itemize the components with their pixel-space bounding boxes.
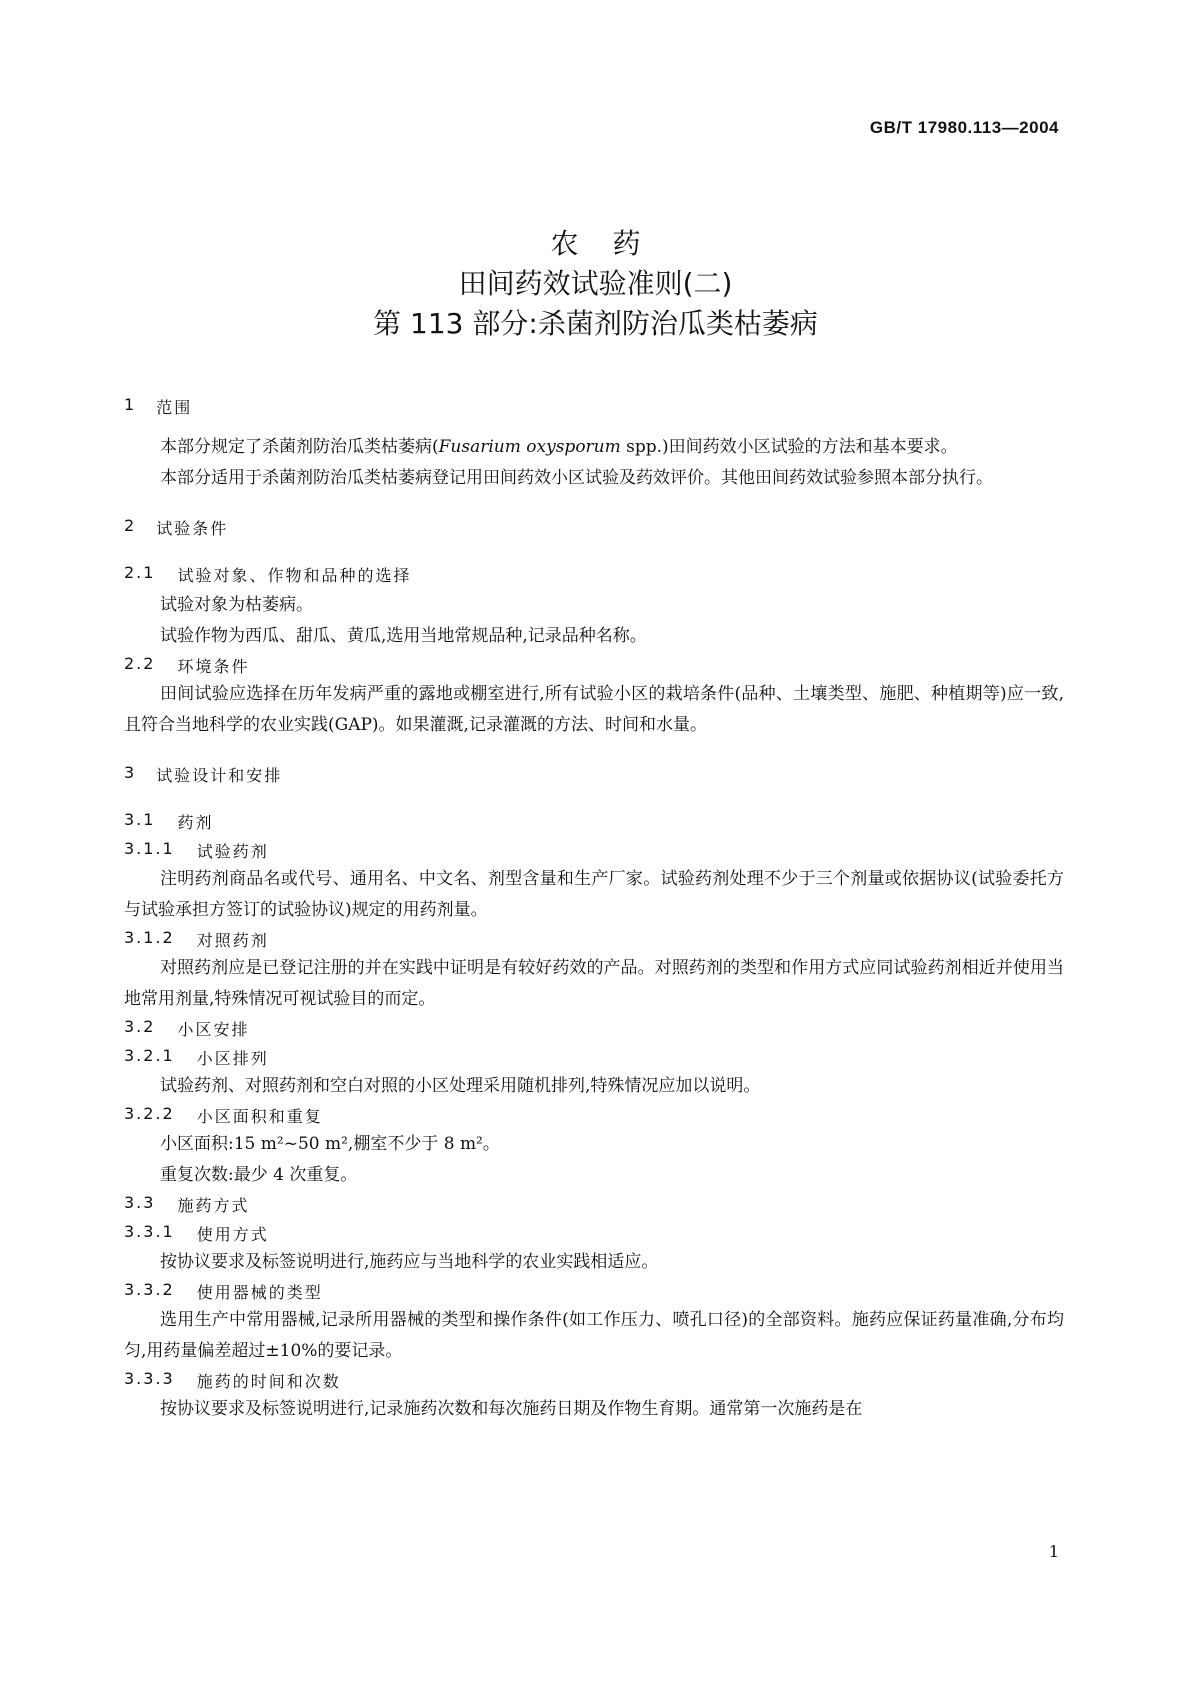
document-title xyxy=(0,224,1191,344)
section-number: 3.1 xyxy=(124,810,156,829)
section-heading-3-3-1 xyxy=(124,1222,1064,1245)
paragraph: 按协议要求及标签说明进行,施药应与当地科学的农业实践相适应。 xyxy=(160,1252,659,1272)
section-number: 3 xyxy=(124,763,137,782)
section-number: 3.2.2 xyxy=(124,1104,175,1123)
section-heading-3-1-1 xyxy=(124,839,1064,862)
section-title: 施药的时间和次数 xyxy=(196,1372,341,1391)
section-heading-2 xyxy=(124,516,1064,539)
paragraph: 注明药剂商品名或代号、通用名、中文名、剂型含量和生产厂家。试验药剂处理不少于三个剂量或依据协议(试验委托方与试验承担方签订的试验协议)规定的用药剂量。 xyxy=(124,869,1064,920)
section-number: 2.1 xyxy=(124,563,156,582)
section-number: 3.1.1 xyxy=(124,839,175,858)
title-line-1: 农药 xyxy=(550,227,675,260)
title-line-3: 第 113 部分:杀菌剂防治瓜类枯萎病 xyxy=(373,307,818,340)
section-title: 试验药剂 xyxy=(196,842,269,861)
section-number: 2.2 xyxy=(124,654,156,673)
paragraph: 按协议要求及标签说明进行,记录施药次数和每次施药日期及作物生育期。通常第一次施药是在 xyxy=(160,1399,863,1419)
section-title: 试验条件 xyxy=(156,519,229,538)
section-title: 对照药剂 xyxy=(196,931,269,950)
paragraph: 试验对象为枯萎病。 xyxy=(160,595,313,615)
section-number: 2 xyxy=(124,516,137,535)
section-number: 3.3.1 xyxy=(124,1222,175,1241)
section-heading-3-3 xyxy=(124,1193,1064,1216)
paragraph: 对照药剂应是已登记注册的并在实践中证明是有较好药效的产品。对照药剂的类型和作用方式应同试验药剂相近并使用当地常用剂量,特殊情况可视试验目的而定。 xyxy=(124,958,1064,1009)
section-title: 试验设计和安排 xyxy=(156,766,283,785)
section-title: 药剂 xyxy=(177,813,214,832)
section-title: 小区面积和重复 xyxy=(196,1107,323,1126)
section-heading-3-2 xyxy=(124,1017,1064,1040)
section-number: 3.3.2 xyxy=(124,1280,175,1299)
section-heading-3-3-2 xyxy=(124,1280,1064,1303)
paragraph: 重复次数:最少 4 次重复。 xyxy=(160,1165,358,1185)
section-number: 3.3.3 xyxy=(124,1369,175,1388)
paragraph: 选用生产中常用器械,记录所用器械的类型和操作条件(如工作压力、喷孔口径)的全部资料。施药应保证药量准确,分布均匀,用药量偏差超过±10%的要记录。 xyxy=(124,1310,1064,1361)
section-number: 3.1.2 xyxy=(124,928,175,947)
section-heading-3-1-2 xyxy=(124,928,1064,951)
section-title: 环境条件 xyxy=(177,657,250,676)
paragraph: 试验作物为西瓜、甜瓜、黄瓜,选用当地常规品种,记录品种名称。 xyxy=(160,626,647,646)
paragraph-text: 本部分规定了杀菌剂防治瓜类枯萎病( xyxy=(160,437,439,457)
latin-name: Fusarium oxysporum xyxy=(438,437,621,457)
section-number: 3.3 xyxy=(124,1193,156,1212)
section-title: 小区排列 xyxy=(196,1049,269,1068)
section-number: 3.2.1 xyxy=(124,1046,175,1065)
paragraph: 试验药剂、对照药剂和空白对照的小区处理采用随机排列,特殊情况应加以说明。 xyxy=(160,1076,761,1096)
paragraph: 本部分适用于杀菌剂防治瓜类枯萎病登记用田间药效小区试验及药效评价。其他田间药效试验参照本部分执行。 xyxy=(160,468,993,488)
section-number: 3.2 xyxy=(124,1017,156,1036)
section-title: 使用方式 xyxy=(196,1225,269,1244)
section-heading-3-2-1 xyxy=(124,1046,1064,1069)
section-title: 小区安排 xyxy=(177,1020,250,1039)
section-number: 1 xyxy=(124,395,137,414)
section-title: 试验对象、作物和品种的选择 xyxy=(177,566,412,585)
section-title: 施药方式 xyxy=(177,1196,250,1215)
section-heading-3-2-2 xyxy=(124,1104,1064,1127)
paragraph xyxy=(124,432,1064,463)
standard-code: GB/T 17980.113—2004 xyxy=(869,118,1059,137)
section-heading-3-3-3 xyxy=(124,1369,1064,1392)
section-heading-2-2 xyxy=(124,654,1064,677)
paragraph: 田间试验应选择在历年发病严重的露地或棚室进行,所有试验小区的栽培条件(品种、土壤类型、施肥、种植期等)应一致,且符合当地科学的农业实践(GAP)。如果灌溉,记录灌溉的方法、时间和水量。 xyxy=(124,684,1064,735)
section-heading-3 xyxy=(124,763,1064,786)
section-title: 范围 xyxy=(156,398,193,417)
page-number: 1 xyxy=(1048,1542,1059,1561)
section-heading-2-1 xyxy=(124,563,1064,586)
section-heading-3-1 xyxy=(124,810,1064,833)
title-line-2: 田间药效试验准则(二) xyxy=(458,267,733,300)
paragraph: 小区面积:15 m²~50 m²,棚室不少于 8 m²。 xyxy=(160,1134,500,1154)
document-body xyxy=(124,395,1064,1425)
section-title: 使用器械的类型 xyxy=(196,1283,323,1302)
section-heading-1 xyxy=(124,395,1064,418)
paragraph-text: spp.)田间药效小区试验的方法和基本要求。 xyxy=(620,437,958,457)
